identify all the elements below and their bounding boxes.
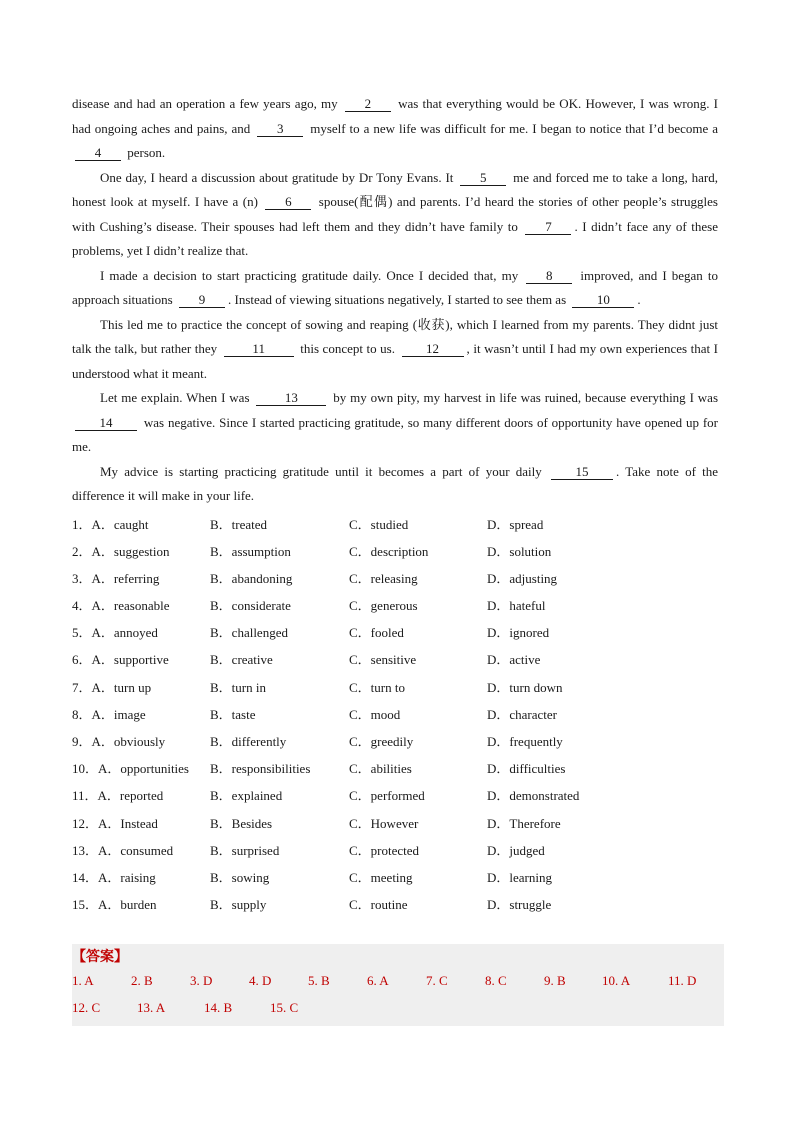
option-b: B．creative [210, 652, 273, 668]
options-list [72, 511, 718, 919]
text: Let me explain. When I was [100, 390, 250, 405]
text: by my own pity, my harvest in life was ruined, because everything I was [333, 390, 718, 405]
option-d: D．ignored [487, 625, 550, 641]
answer-title: 【答案】 [72, 949, 128, 965]
paragraph-4 [72, 313, 718, 387]
option-b: B．responsibilities [210, 761, 311, 777]
answer-item: 11. D [668, 973, 697, 988]
option-b: B．treated [210, 516, 268, 532]
option-b: B．supply [210, 897, 267, 913]
text: I made a decision to start practicing gratitude daily. Once I decided that, my [100, 267, 519, 283]
option-d: D．spread [487, 516, 544, 532]
answer-box [72, 944, 724, 1026]
text: My advice is starting practicing gratitude until it becomes a part of your daily [100, 463, 542, 479]
text: One day, I heard a discussion about gratitude by Dr Tony Evans. It [100, 169, 454, 185]
blank-5: 5 [460, 170, 506, 186]
option-d: D．adjusting [487, 570, 558, 586]
option-c: C．performed [349, 788, 425, 804]
blank-3: 3 [257, 121, 303, 137]
option-a: 8．A．image [72, 706, 146, 722]
option-d: D．demonstrated [487, 788, 580, 804]
answer-item: 9. B [544, 973, 566, 988]
option-a: 3．A．referring [72, 570, 160, 586]
option-c: C．generous [349, 598, 418, 614]
option-row [72, 837, 718, 864]
option-d: D．turn down [487, 679, 563, 695]
text: was that everything would be OK. However, I was wrong. I had ongoing aches and pains, and [72, 96, 719, 136]
option-c: C．fooled [349, 625, 404, 641]
answer-item: 5. B [308, 973, 330, 988]
option-b: B．abandoning [210, 570, 293, 586]
option-c: C．turn to [349, 679, 405, 695]
answer-item: 2. B [131, 973, 153, 988]
option-c: C．mood [349, 706, 401, 722]
blank-2: 2 [345, 96, 391, 112]
answer-item: 3. D [190, 973, 213, 988]
option-row [72, 511, 718, 538]
option-row [72, 674, 718, 701]
text: disease and had an operation a few years ago, my [72, 96, 338, 111]
option-c: C．studied [349, 516, 409, 532]
option-b: B．sowing [210, 869, 270, 885]
blank-14: 14 [75, 415, 137, 431]
text: . Take note of the difference it will make in your life. [72, 463, 719, 503]
option-b: B．Besides [210, 815, 273, 831]
option-row [72, 810, 718, 837]
text: , it wasn’t until I had my own experiences that I understood what it meant. [72, 341, 718, 381]
blank-8: 8 [526, 268, 572, 284]
option-row [72, 619, 718, 646]
answer-item: 1. A [72, 973, 94, 988]
option-b: B．explained [210, 788, 283, 804]
option-row [72, 646, 718, 673]
answer-item: 6. A [367, 973, 389, 988]
option-b: B．differently [210, 734, 287, 749]
option-d: D．struggle [487, 897, 552, 913]
option-c: C．releasing [349, 570, 418, 586]
answer-item: 12. C [72, 1000, 101, 1015]
answer-item: 7. C [426, 973, 448, 988]
paragraph-6 [72, 460, 718, 509]
option-d: D．character [487, 706, 558, 722]
text: . Instead of viewing situations negatively, I started to see them as [227, 292, 567, 307]
option-row [72, 782, 718, 809]
option-a: 1．A．caught [72, 516, 149, 532]
option-b: B．surprised [210, 842, 280, 858]
blank-13: 13 [256, 390, 326, 406]
text: this concept to us. [300, 341, 395, 356]
answer-item: 10. A [602, 973, 631, 988]
option-c: C．greedily [349, 734, 414, 749]
option-a: 15．A．burden [72, 897, 157, 913]
option-c: C．protected [349, 842, 420, 858]
option-row [72, 701, 718, 728]
option-c: C．sensitive [349, 652, 417, 668]
option-a: 13．A．consumed [72, 842, 174, 858]
text: myself to a new life was difficult for me. I began to notice that I’d become a [310, 120, 719, 136]
option-b: B．assumption [210, 543, 291, 559]
option-b: B．challenged [210, 625, 288, 641]
blank-10: 10 [572, 292, 634, 308]
paragraph-3 [72, 264, 718, 313]
blank-6: 6 [265, 194, 311, 210]
text: . I didn’t face any of these problems, yet I didn’t realize that. [72, 218, 718, 258]
option-row [72, 565, 718, 592]
text: This led me to practice the concept of sowing and reaping (收获), which I learned from my parents. They didnt just talk the talk, but rather they [72, 316, 718, 356]
option-c: C．abilities [349, 761, 412, 777]
option-d: D．hateful [487, 598, 546, 614]
option-c: C．However [349, 815, 419, 831]
option-b: B．taste [210, 706, 256, 722]
blank-12: 12 [402, 341, 464, 357]
answer-item: 4. D [249, 973, 272, 988]
option-a: 9．A．obviously [72, 734, 166, 749]
option-c: C．meeting [349, 869, 413, 885]
text: person. [127, 145, 166, 160]
text: improved, and I began to approach situations [72, 267, 718, 307]
option-d: D．judged [487, 842, 545, 858]
option-d: D．Therefore [487, 815, 561, 831]
option-row [72, 538, 718, 565]
option-a: 4．A．reasonable [72, 598, 170, 614]
blank-15: 15 [551, 464, 613, 480]
option-a: 7．A．turn up [72, 679, 152, 695]
paragraph-2 [72, 166, 718, 264]
answer-item: 13. A [137, 1000, 166, 1015]
option-a: 14．A．raising [72, 869, 156, 885]
option-row [72, 728, 718, 755]
option-a: 12．A．Instead [72, 815, 158, 831]
option-a: 11．A．reported [72, 788, 164, 804]
option-row [72, 755, 718, 782]
option-d: D．solution [487, 543, 552, 559]
answer-item: 15. C [270, 1000, 299, 1015]
option-c: C．description [349, 543, 429, 559]
option-a: 2．A．suggestion [72, 543, 170, 559]
option-a: 6．A．supportive [72, 652, 169, 668]
option-a: 10．A．opportunities [72, 761, 189, 777]
option-c: C．routine [349, 897, 408, 913]
option-a: 5．A．annoyed [72, 625, 158, 641]
paragraph-5 [72, 386, 718, 460]
option-d: D．active [487, 652, 541, 668]
blank-9: 9 [179, 292, 225, 308]
text: was negative. Since I started practicing gratitude, so many different doors of opportunity have opened up for me. [72, 414, 719, 454]
text: spouse(配偶) and parents. I’d heard the stories of other people’s struggles with Cushing’s disease. Their spouses had left them and they didn’t have family to [72, 194, 718, 234]
blank-4: 4 [75, 145, 121, 161]
option-row [72, 592, 718, 619]
answer-item: 14. B [204, 1000, 233, 1015]
option-row [72, 891, 718, 918]
text: . [637, 292, 641, 307]
option-d: D．difficulties [487, 761, 566, 777]
option-b: B．turn in [210, 679, 266, 695]
blank-7: 7 [525, 219, 571, 235]
option-d: D．learning [487, 869, 552, 885]
text: me and forced me to take a long, hard, honest look at myself. I have a (n) [72, 169, 719, 209]
option-row [72, 864, 718, 891]
option-d: D．frequently [487, 734, 563, 749]
answer-item: 8. C [485, 973, 507, 988]
paragraph-1 [72, 92, 718, 166]
option-b: B．considerate [210, 598, 291, 614]
blank-11: 11 [224, 341, 294, 357]
passage [72, 92, 718, 918]
